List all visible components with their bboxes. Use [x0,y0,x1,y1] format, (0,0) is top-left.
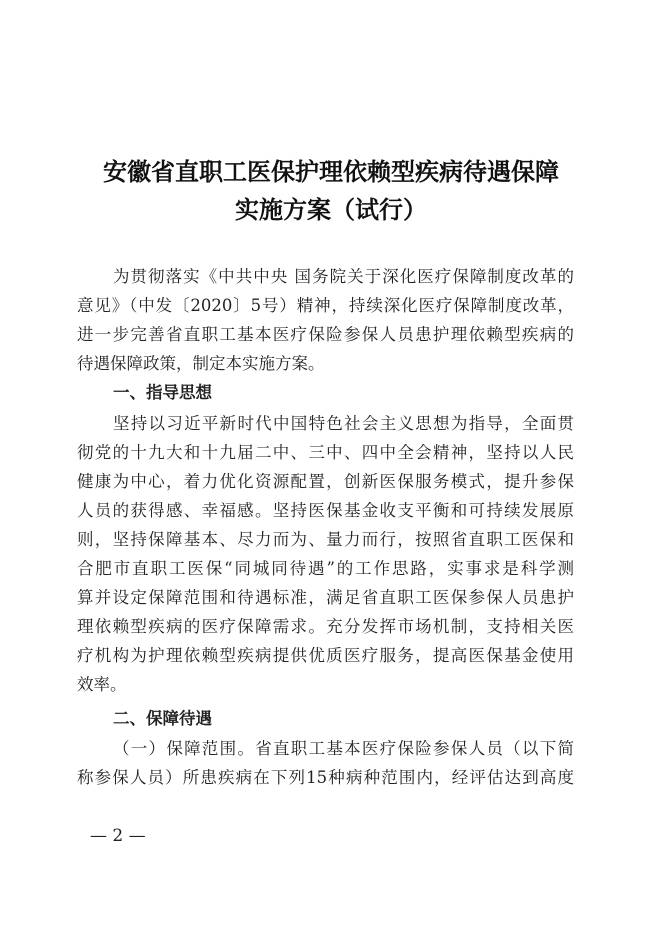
text-line: 效率。 [77,675,127,694]
text-line: 意见》（中发〔2020〕5号）精神，持续深化医疗保障制度改革， [77,296,574,315]
document-title-line-2: 实施方案（试行） [235,195,427,224]
text-line: 称参保人员）所患疾病在下列15种病种范围内，经评估达到高度 [77,768,574,787]
section-heading-1: 一、指导思想 [113,383,212,402]
text-line: 待遇保障政策，制定本实施方案。 [77,354,325,373]
text-line: 疗机构为护理依赖型疾病提供优质医疗服务，提高医保基金使用 [77,646,574,665]
text-line: （一）保障范围。省直职工基本医疗保险参保人员（以下简 [113,739,574,758]
text-line: 进一步完善省直职工基本医疗保险参保人员患护理依赖型疾病的 [77,325,574,344]
text-line: 算并设定保障范围和待遇标准，满足省直职工医保参保人员患护 [77,588,574,607]
text-line: 为贯彻落实《中共中央 国务院关于深化医疗保障制度改革的 [113,267,574,286]
text-line: 彻党的十九大和十九届二中、三中、四中全会精神，坚持以人民 [77,443,574,462]
text-line: 则，坚持保障基本、尽力而为、量力而行，按照省直职工医保和 [77,530,574,549]
text-line: 理依赖型疾病的医疗保障需求。充分发挥市场机制，支持相关医 [77,617,574,636]
text-line: 合肥市直职工医保“同城同待遇”的工作思路，实事求是科学测 [77,559,574,578]
text-line: 坚持以习近平新时代中国特色社会主义思想为指导，全面贯 [113,414,574,433]
text-line: 健康为中心，着力优化资源配置，创新医保服务模式，提升参保 [77,472,574,491]
section-heading-2: 二、保障待遇 [113,709,212,728]
text-line: 人员的获得感、幸福感。坚持医保基金收支平衡和可持续发展原 [77,501,574,520]
document-title-line-1: 安徽省直职工医保护理依赖型疾病待遇保障 [103,157,559,186]
page-number: — 2 — [90,826,146,846]
